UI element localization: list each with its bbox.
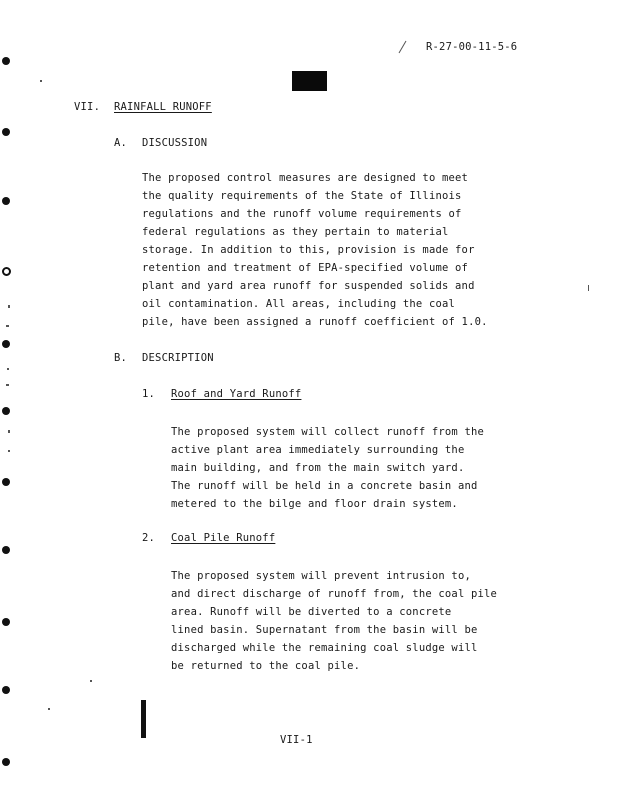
scan-speck <box>6 325 9 327</box>
scan-speck <box>588 285 589 291</box>
paragraph-line: The proposed system will collect runoff from the <box>171 426 485 438</box>
punch-hole <box>2 57 10 65</box>
document-number: R-27-00-11-5-6 <box>426 41 518 53</box>
punch-hole <box>2 618 10 626</box>
scan-speck <box>399 41 407 54</box>
punch-hole <box>2 197 10 205</box>
punch-hole <box>2 758 10 766</box>
item-1-title: Roof and Yard Runoff <box>171 388 302 400</box>
paragraph-line: storage. In addition to this, provision is made for <box>142 244 475 256</box>
revision-bar <box>141 700 146 738</box>
paragraph-line: and direct discharge of runoff from, the coal pile <box>171 588 498 600</box>
punch-hole <box>2 546 10 554</box>
paragraph-line: metered to the bilge and floor drain system. <box>171 498 458 510</box>
description-heading: DESCRIPTION <box>142 352 214 364</box>
scan-speck <box>40 80 42 82</box>
scan-speck <box>90 680 92 682</box>
paragraph-line: plant and yard area runoff for suspended solids and <box>142 280 475 292</box>
paragraph-line: The proposed control measures are designed to meet <box>142 172 469 184</box>
discussion-paragraph <box>142 169 488 331</box>
redaction-block <box>292 71 327 91</box>
paragraph-line: area. Runoff will be diverted to a concrete <box>171 606 452 618</box>
paragraph-line: active plant area immediately surrounding the <box>171 444 465 456</box>
scan-speck <box>8 305 10 308</box>
punch-hole <box>2 407 10 415</box>
paragraph-line: regulations and the runoff volume requirements of <box>142 208 462 220</box>
paragraph-line: the quality requirements of the State of Illinois <box>142 190 462 202</box>
item-1-paragraph <box>171 423 484 513</box>
item-1-number: 1. <box>142 388 156 400</box>
section-title: RAINFALL RUNOFF <box>114 101 212 113</box>
scan-speck <box>48 708 50 710</box>
paragraph-line: retention and treatment of EPA-specified volume of <box>142 262 469 274</box>
section-number: VII. <box>74 101 101 113</box>
discussion-heading: DISCUSSION <box>142 137 208 149</box>
paragraph-line: federal regulations as they pertain to material <box>142 226 449 238</box>
description-label: B. <box>114 352 128 364</box>
item-2-title: Coal Pile Runoff <box>171 532 276 544</box>
punch-hole <box>2 686 10 694</box>
paragraph-line: The proposed system will prevent intrusion to, <box>171 570 471 582</box>
punch-hole <box>2 128 10 136</box>
paragraph-line: lined basin. Supernatant from the basin will be <box>171 624 478 636</box>
scan-speck <box>8 450 10 452</box>
paragraph-line: The runoff will be held in a concrete basin and <box>171 480 478 492</box>
paragraph-line: discharged while the remaining coal sludge will <box>171 642 478 654</box>
paragraph-line: main building, and from the main switch yard. <box>171 462 465 474</box>
scan-speck <box>6 384 9 386</box>
scan-speck <box>7 368 9 370</box>
paragraph-line: be returned to the coal pile. <box>171 660 361 672</box>
punch-hole <box>2 478 10 486</box>
punch-hole <box>2 267 11 276</box>
punch-hole <box>2 340 10 348</box>
page-number: VII-1 <box>280 734 313 746</box>
paragraph-line: pile, have been assigned a runoff coefficient of 1.0. <box>142 316 488 328</box>
item-2-number: 2. <box>142 532 156 544</box>
discussion-label: A. <box>114 137 128 149</box>
scan-speck <box>8 430 10 433</box>
paragraph-line: oil contamination. All areas, including the coal <box>142 298 456 310</box>
item-2-paragraph <box>171 567 497 675</box>
